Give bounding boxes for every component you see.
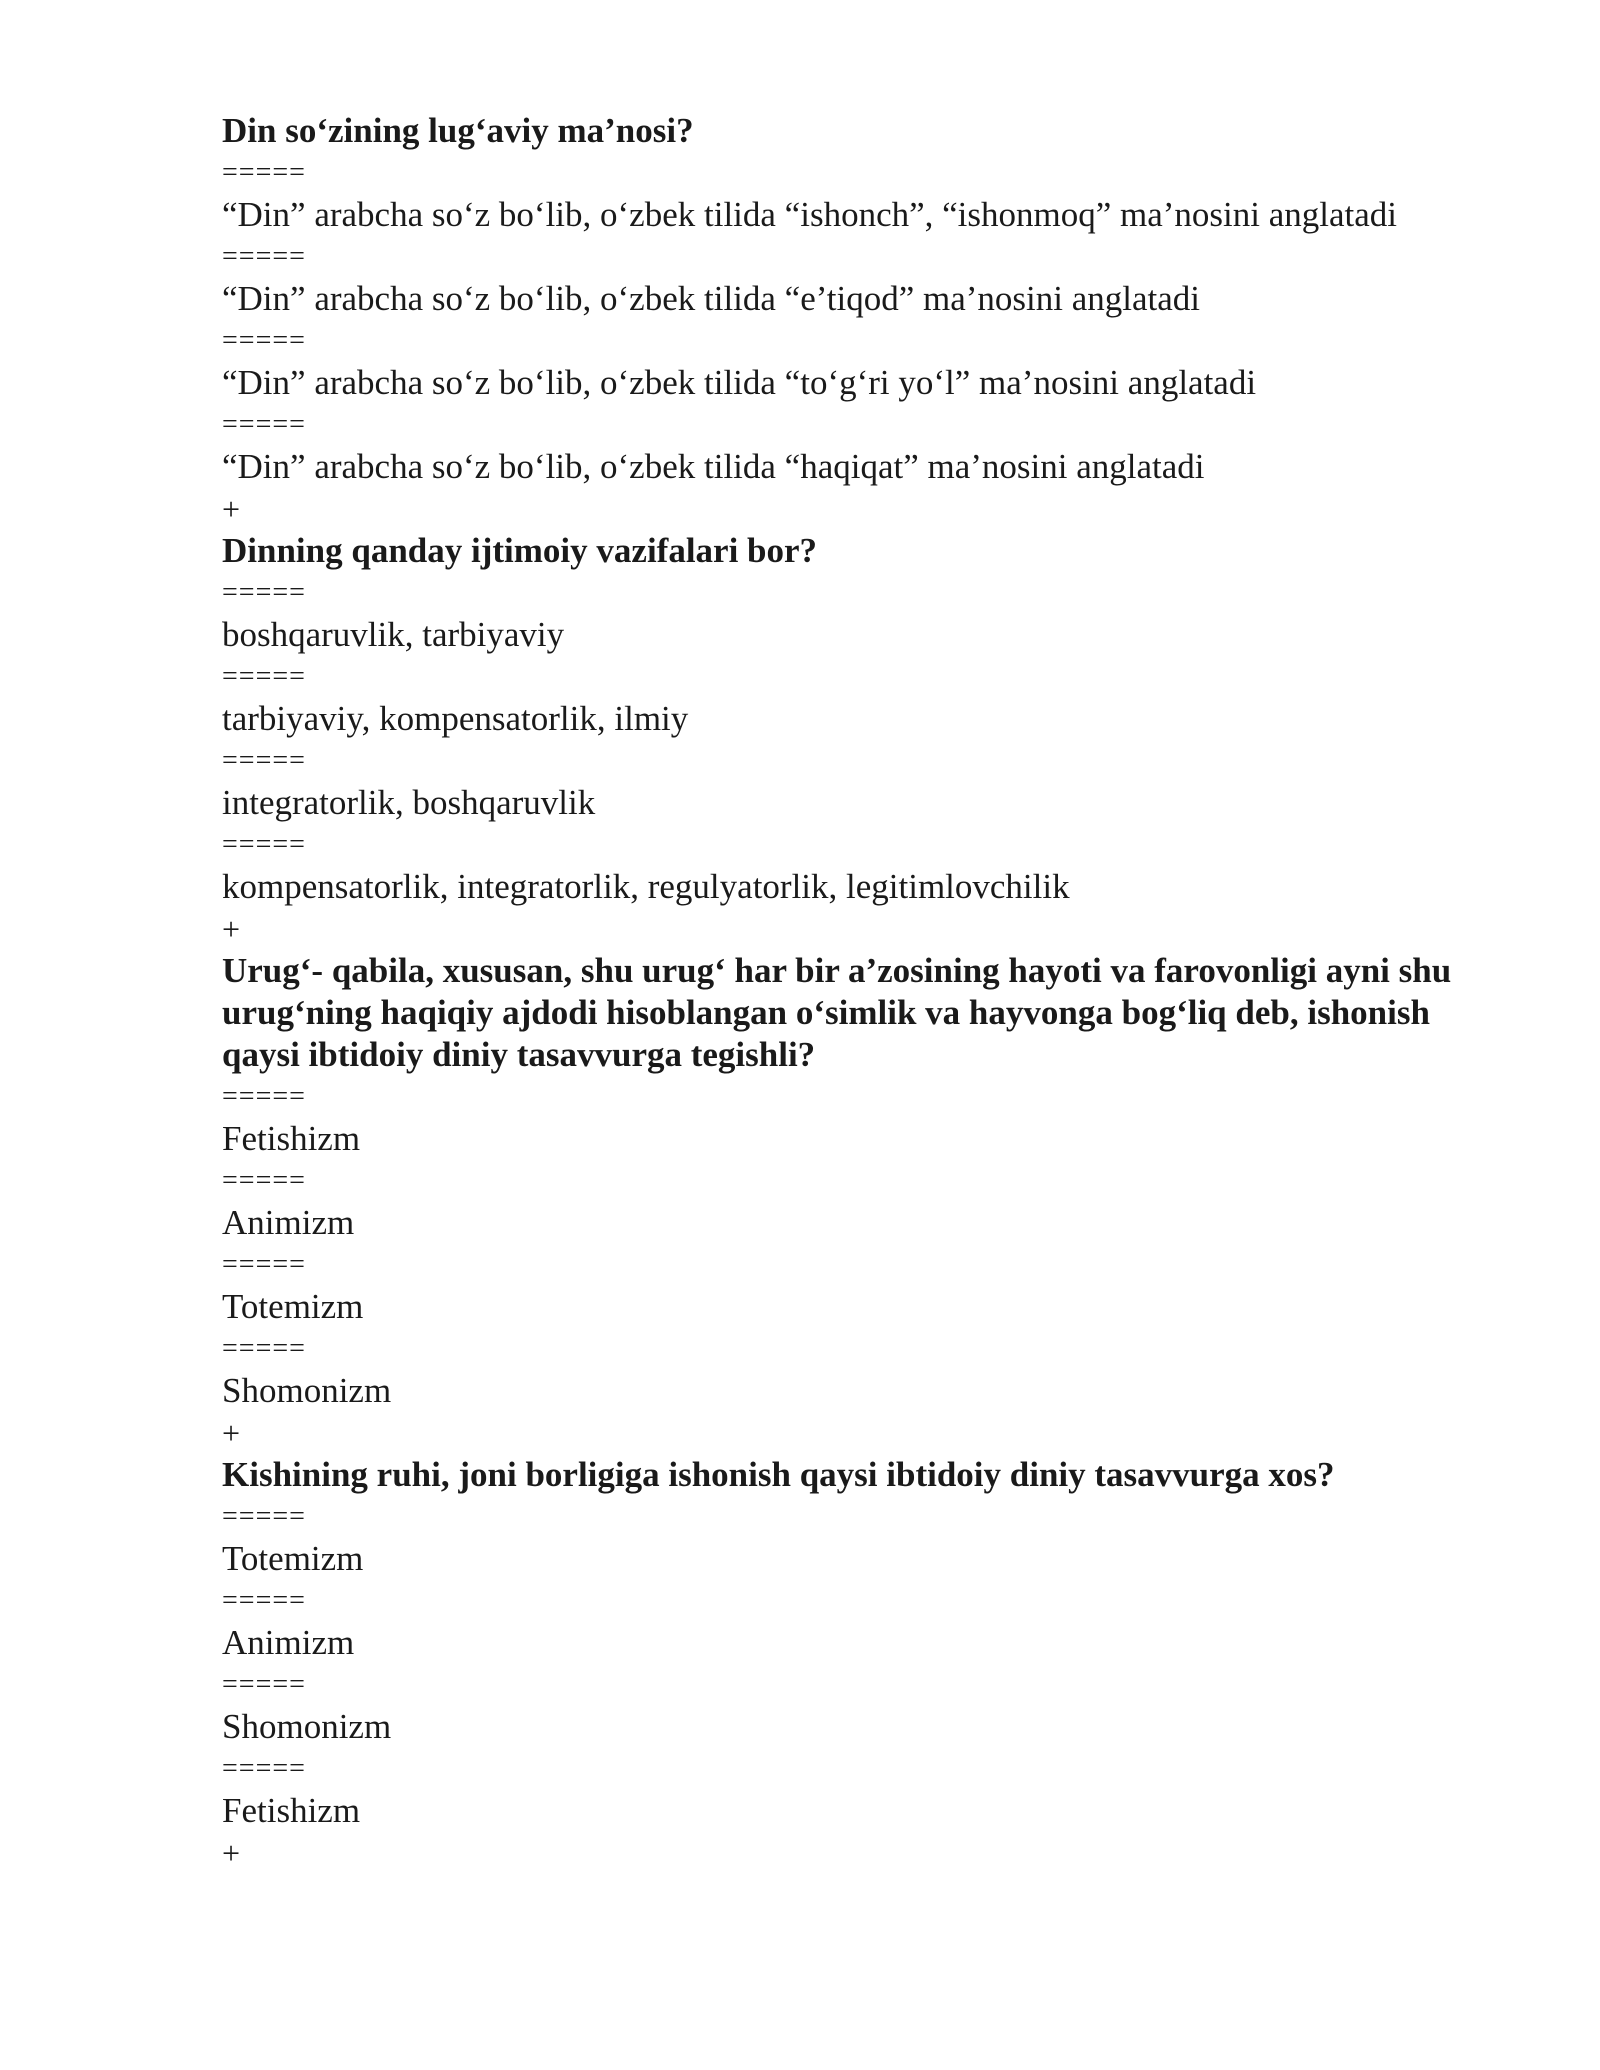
separator: ===== bbox=[222, 1501, 306, 1532]
question-title: Urug‘- qabila, xususan, shu urug‘ har bir a’zosining hayoti va farovonligi ayni shu urug‘ning haqiqiy ajdodi hisoblangan o‘simlik va hayvonga bog‘liq deb, ishonish qaysi ibtidoiy diniy tasavvurga tegishli? bbox=[222, 951, 1452, 1074]
answer-option: Totemizm bbox=[222, 1287, 364, 1326]
separator: ===== bbox=[222, 661, 306, 692]
separator: ===== bbox=[222, 1165, 306, 1196]
answer-option: Fetishizm bbox=[222, 1119, 361, 1158]
separator: ===== bbox=[222, 829, 306, 860]
separator: ===== bbox=[222, 1753, 306, 1784]
answer-option: Shomonizm bbox=[222, 1371, 392, 1410]
answer-option: “Din” arabcha so‘z bo‘lib, o‘zbek tilida “e’tiqod” ma’nosini anglatadi bbox=[222, 279, 1201, 318]
separator: ===== bbox=[222, 409, 306, 440]
question-title: Din so‘zining lug‘aviy ma’nosi? bbox=[222, 111, 694, 150]
question-terminator: + bbox=[222, 1835, 241, 1871]
separator: ===== bbox=[222, 241, 306, 272]
answer-option: Animizm bbox=[222, 1623, 355, 1662]
answer-option: Fetishizm bbox=[222, 1791, 361, 1830]
separator: ===== bbox=[222, 1669, 306, 1700]
answer-option: boshqaruvlik, tarbiyaviy bbox=[222, 615, 565, 654]
question-title: Kishining ruhi, joni borligiga ishonish qaysi ibtidoiy diniy tasavvurga xos? bbox=[222, 1455, 1335, 1494]
separator: ===== bbox=[222, 745, 306, 776]
answer-option: Animizm bbox=[222, 1203, 355, 1242]
answer-option: tarbiyaviy, kompensatorlik, ilmiy bbox=[222, 699, 689, 738]
document-page bbox=[222, 110, 1482, 1874]
answer-option: “Din” arabcha so‘z bo‘lib, o‘zbek tilida “haqiqat” ma’nosini anglatadi bbox=[222, 447, 1205, 486]
answer-option: integratorlik, boshqaruvlik bbox=[222, 783, 596, 822]
answer-option: “Din” arabcha so‘z bo‘lib, o‘zbek tilida “to‘g‘ri yo‘l” ma’nosini anglatadi bbox=[222, 363, 1257, 402]
question-terminator: + bbox=[222, 491, 241, 527]
question-terminator: + bbox=[222, 1415, 241, 1451]
separator: ===== bbox=[222, 577, 306, 608]
answer-option: Totemizm bbox=[222, 1539, 364, 1578]
separator: ===== bbox=[222, 325, 306, 356]
question-title: Dinning qanday ijtimoiy vazifalari bor? bbox=[222, 531, 818, 570]
answer-option: kompensatorlik, integratorlik, regulyatorlik, legitimlovchilik bbox=[222, 867, 1070, 906]
answer-option: “Din” arabcha so‘z bo‘lib, o‘zbek tilida “ishonch”, “ishonmoq” ma’nosini anglatadi bbox=[222, 195, 1398, 234]
separator: ===== bbox=[222, 1249, 306, 1280]
separator: ===== bbox=[222, 1081, 306, 1112]
separator: ===== bbox=[222, 1585, 306, 1616]
answer-option: Shomonizm bbox=[222, 1707, 392, 1746]
question-terminator: + bbox=[222, 911, 241, 947]
separator: ===== bbox=[222, 157, 306, 188]
separator: ===== bbox=[222, 1333, 306, 1364]
